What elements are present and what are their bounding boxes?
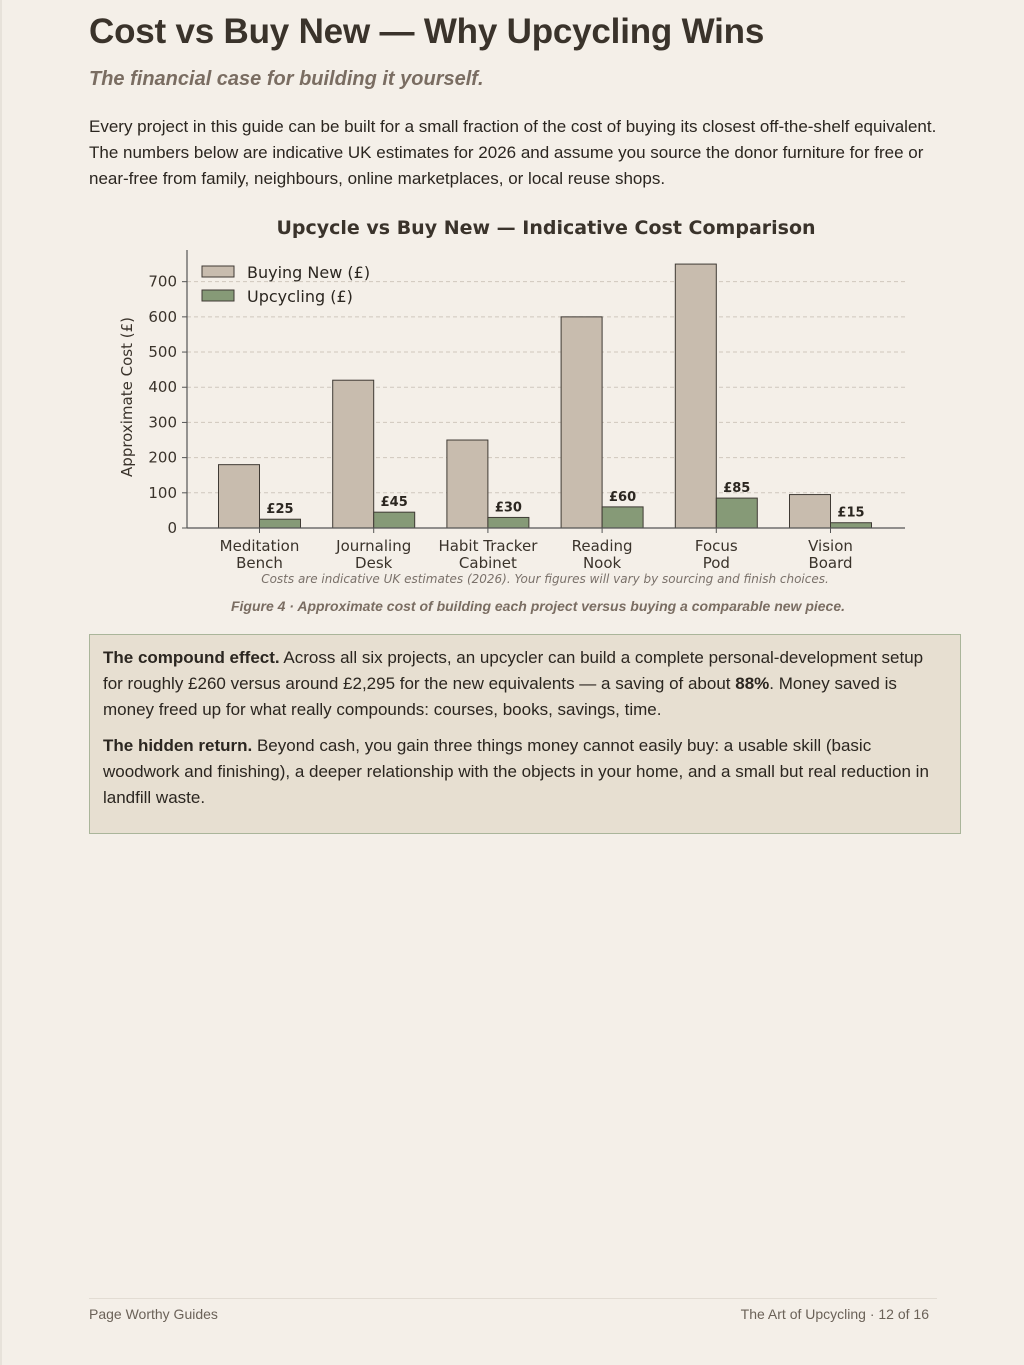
callout-box [89,634,961,834]
bar-buying-new [219,465,260,528]
page-edge [0,0,2,1365]
bar-value-label: £85 [723,481,751,497]
intro-paragraph: Every project in this guide can be built for a small fraction of the cost of buying its closest off-the-shelf equivalent. The numbers below are indicative UK estimates for 2026 and assume you source the donor furniture for free or near-free from family, neighbours, online marketplaces, or local reuse shops. [89,117,937,188]
y-axis-label: Approximate Cost (£) [118,317,136,477]
footer-page-info: The Art of Upcycling · 12 of 16 [740,1306,929,1322]
bar-buying-new [790,495,831,528]
page-subtitle: The financial case for building it yourself. [89,68,484,90]
hidden-return-text: Beyond cash, you gain three things money cannot easily buy: a usable skill (basic woodwork and finishing), a deeper relationship with the objects in your home, and a small but real reduction in landfill waste. [103,736,929,807]
x-tick-label: Journaling [336,537,412,555]
chart-note: Costs are indicative UK estimates (2026). Your figures will vary by sourcing and finish choices. [261,572,829,586]
x-tick-label: Focus [694,537,738,555]
bar-value-label: £30 [494,500,522,516]
bar-buying-new [333,380,374,528]
footer-rule [89,1298,937,1299]
compound-effect-text-a: Across all six projects, an upcycler can build a complete personal-development setup for roughly £260 versus around £2,295 for the new equivalents — a saving of about [103,648,924,693]
cost-comparison-chart [100,206,920,591]
bar-upcycling [488,517,529,528]
bar-buying-new [561,317,602,528]
y-tick-label: 400 [148,378,177,397]
x-tick-label: Pod [702,554,730,572]
chart-title: Upcycle vs Buy New — Indicative Cost Comparison [276,217,816,239]
y-tick-label: 700 [148,272,177,291]
legend-label-buying-new: Buying New (£) [247,263,371,282]
footer-publisher: Page Worthy Guides [89,1306,218,1322]
bar-buying-new [675,264,716,528]
compound-effect-paragraph [103,645,947,723]
y-tick-label: 600 [148,307,177,326]
compound-effect-lead: The compound effect. [103,648,280,667]
hidden-return-paragraph [103,733,947,811]
bar-upcycling [831,523,872,528]
bar-upcycling [602,507,643,528]
y-tick-label: 500 [148,343,177,362]
bar-value-label: £60 [609,489,637,505]
bar-value-label: £25 [266,502,294,518]
figure-caption: Figure 4 · Approximate cost of building each project versus buying a comparable new piece. [230,598,846,614]
x-tick-label: Board [808,554,853,572]
legend-swatch-upcycling [202,290,234,301]
bar-upcycling [716,498,757,528]
x-tick-label: Reading [571,537,633,555]
x-tick-label: Habit Tracker [438,537,538,555]
y-tick-label: 100 [148,483,177,502]
hidden-return-lead: The hidden return. [103,736,253,755]
y-tick-label: 300 [148,413,177,432]
x-tick-label: Bench [236,554,283,572]
compound-effect-text-b: . Money saved is money freed up for what really compounds: courses, books, savings, time. [103,674,897,719]
bar-value-label: £15 [837,505,865,521]
legend-label-upcycling: Upcycling (£) [247,287,353,306]
page-title: Cost vs Buy New — Why Upcycling Wins [89,12,765,51]
x-tick-label: Desk [355,554,393,572]
y-tick-label: 200 [148,448,177,467]
bar-upcycling [374,512,415,528]
savings-percent: 88% [735,674,770,693]
bar-value-label: £45 [380,495,408,511]
legend-swatch-buying-new [202,266,234,277]
bar-buying-new [447,440,488,528]
x-tick-label: Vision [808,537,853,555]
y-tick-label: 0 [167,519,177,537]
bar-upcycling [260,519,301,528]
x-tick-label: Nook [582,554,622,572]
x-tick-label: Cabinet [458,554,517,572]
x-tick-label: Meditation [219,537,300,555]
